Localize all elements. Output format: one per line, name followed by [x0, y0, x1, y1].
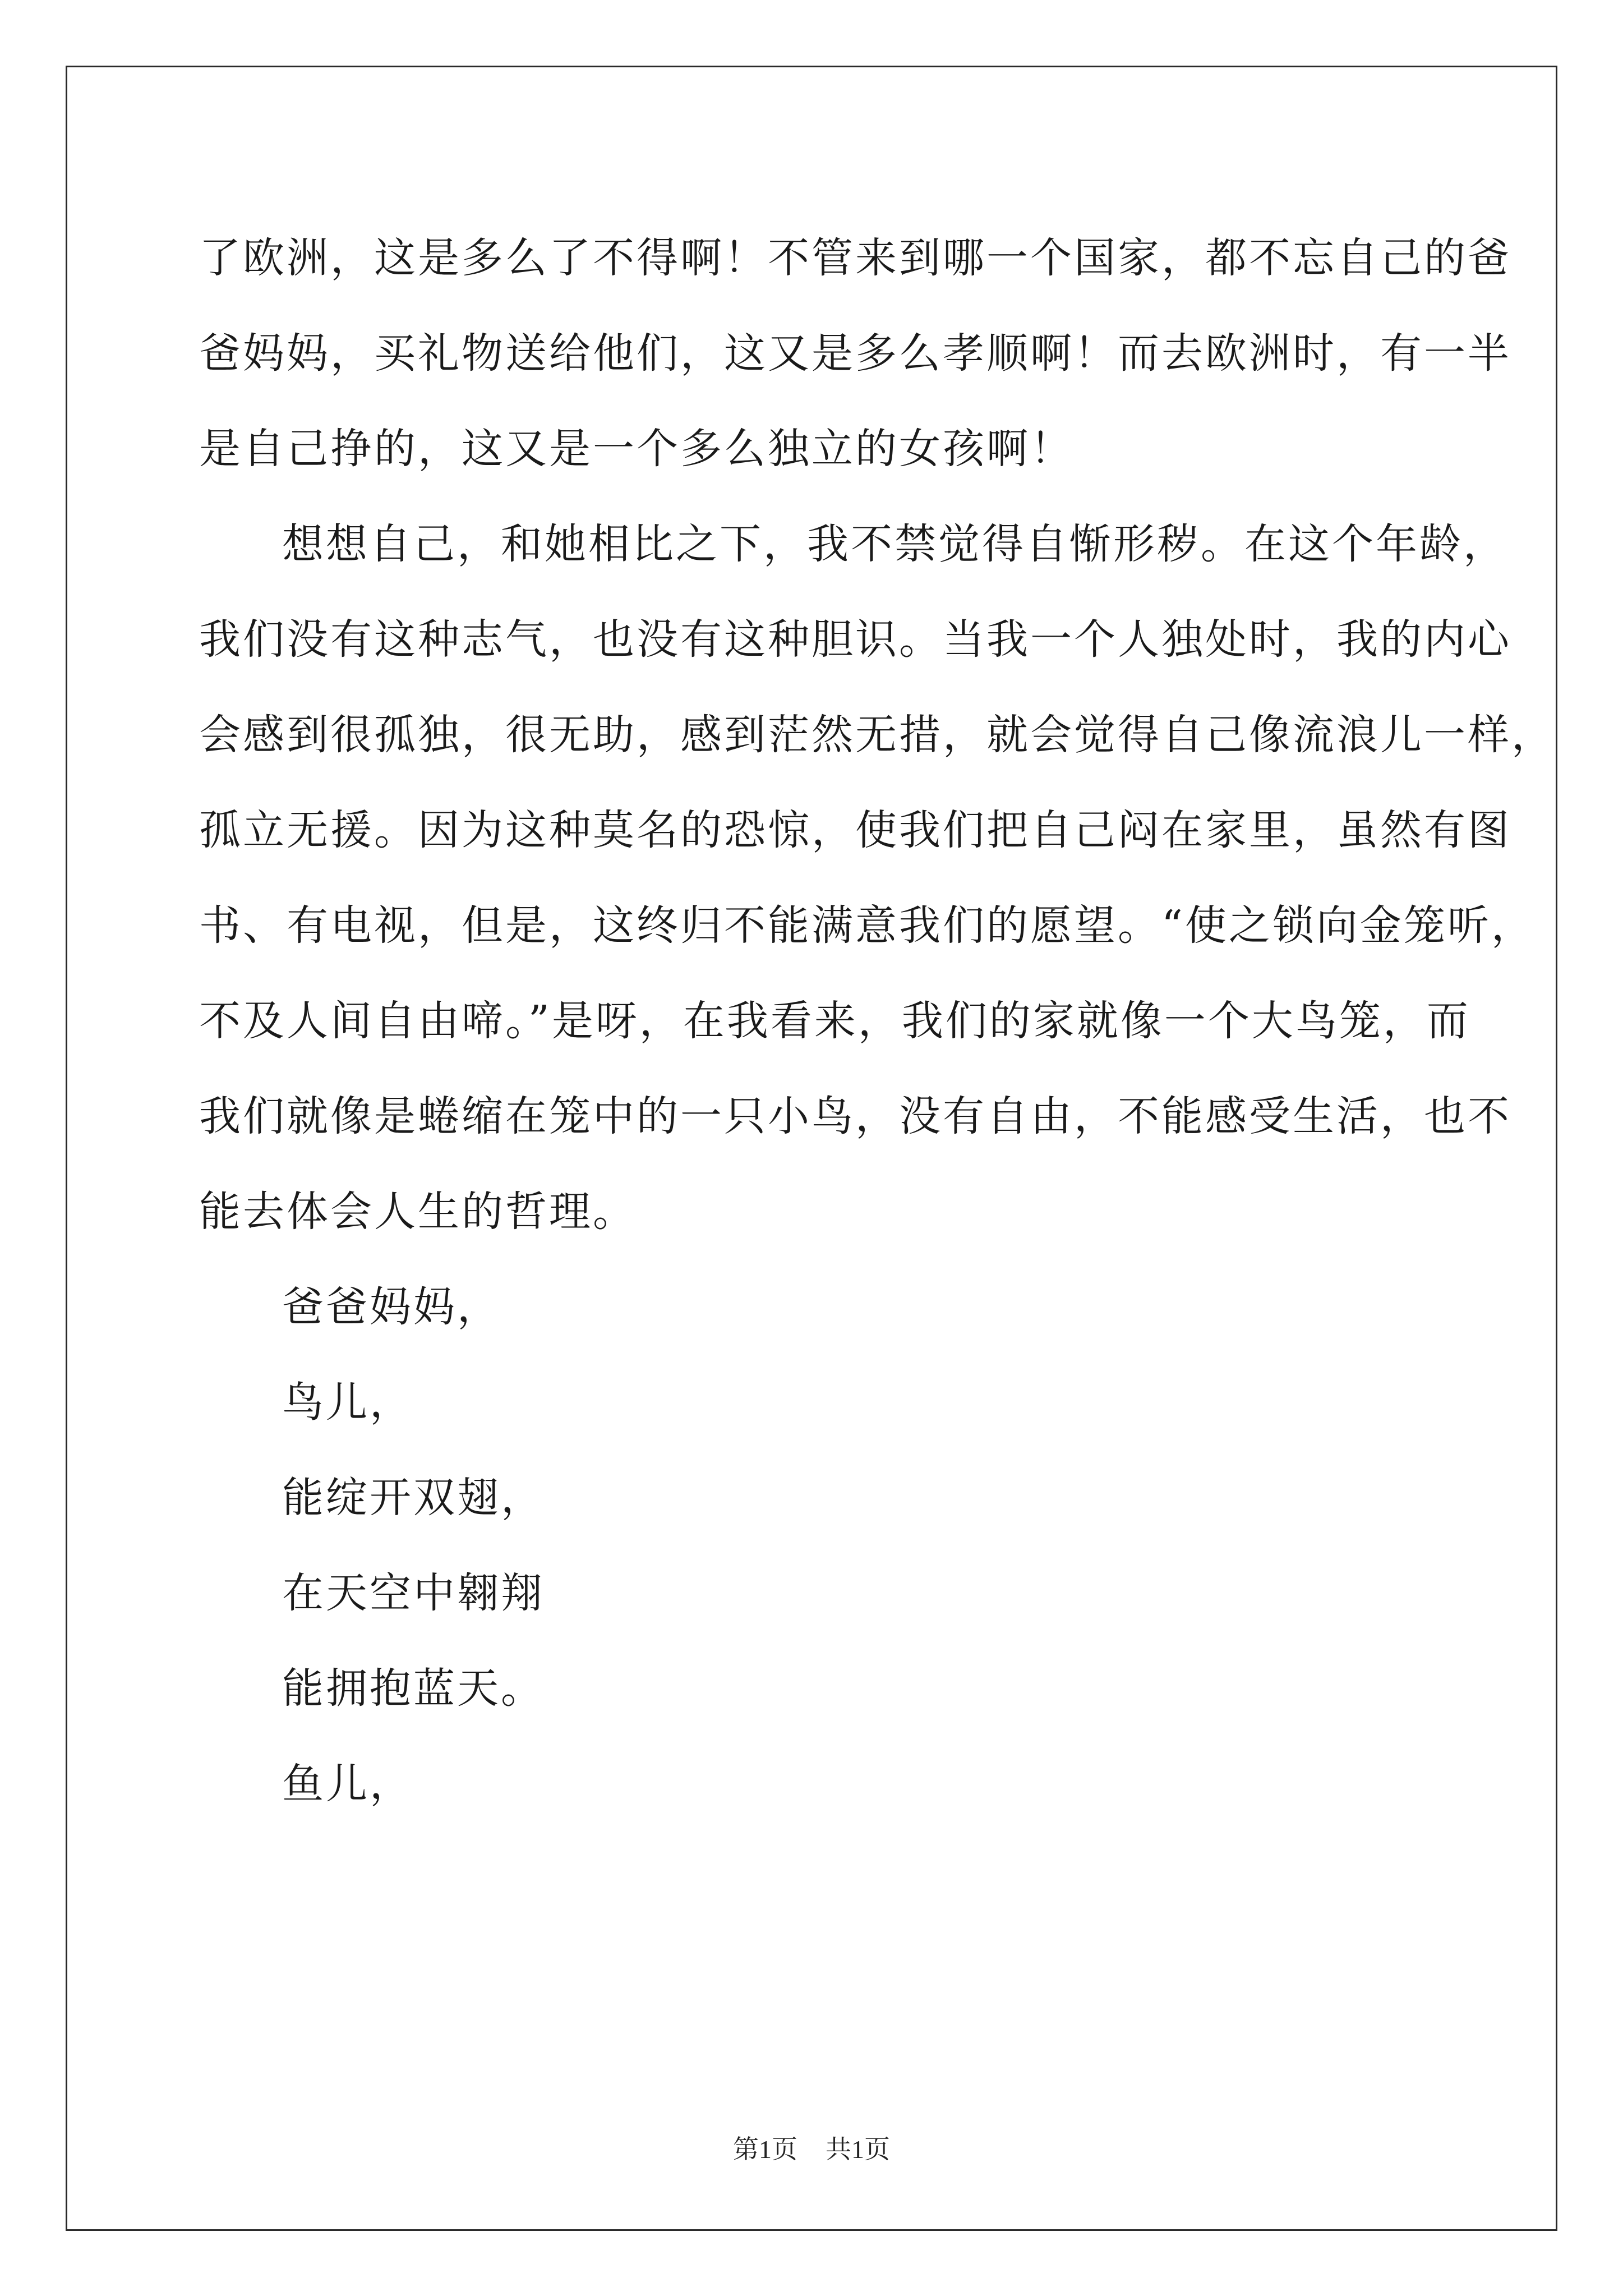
text-line: 能去体会人生的哲理。: [199, 1188, 637, 1236]
text-line: 我们就像是蜷缩在笼中的一只小鸟，没有自由，不能感受生活，也不: [199, 1092, 1511, 1140]
poem-line: 在天空中翱翔: [282, 1569, 545, 1617]
text-line: 爸妈妈，买礼物送给他们，这又是多么孝顺啊！而去欧洲时，有一半: [199, 329, 1511, 378]
text-line: 是自己挣的，这又是一个多么独立的女孩啊！: [199, 425, 1074, 473]
document-body: [199, 210, 1555, 1832]
text-line: 孤立无援。因为这种莫名的恐惊，使我们把自己闷在家里，虽然有图: [199, 806, 1511, 854]
poem-line: 鱼儿，: [282, 1760, 413, 1808]
poem-line: 爸爸妈妈，: [282, 1283, 501, 1331]
page-number-current: 第1页: [733, 2135, 797, 2164]
text-line: 不及人间自由啼。”是呀，在我看来，我们的家就像一个大鸟笼，而: [199, 997, 1470, 1045]
text-line: 了欧洲，这是多么了不得啊！不管来到哪一个国家，都不忘自己的爸: [199, 234, 1511, 282]
page-footer: [0, 2129, 1623, 2166]
poem-line: 鸟儿，: [282, 1378, 413, 1427]
text-line: 我们没有这种志气，也没有这种胆识。当我一个人独处时，我的内心: [199, 615, 1511, 664]
text-line: 书、有电视，但是，这终归不能满意我们的愿望。“使之锁向金笼听，: [199, 901, 1535, 950]
text-line: 想想自己，和她相比之下，我不禁觉得自惭形秽。在这个年龄，: [282, 520, 1507, 568]
page-number-total: 共1页: [826, 2135, 890, 2164]
poem-line: 能拥抱蓝天。: [282, 1664, 545, 1713]
poem-line: 能绽开双翅，: [282, 1474, 545, 1522]
text-line: 会感到很孤独，很无助，感到茫然无措，就会觉得自己像流浪儿一样，: [199, 711, 1555, 759]
